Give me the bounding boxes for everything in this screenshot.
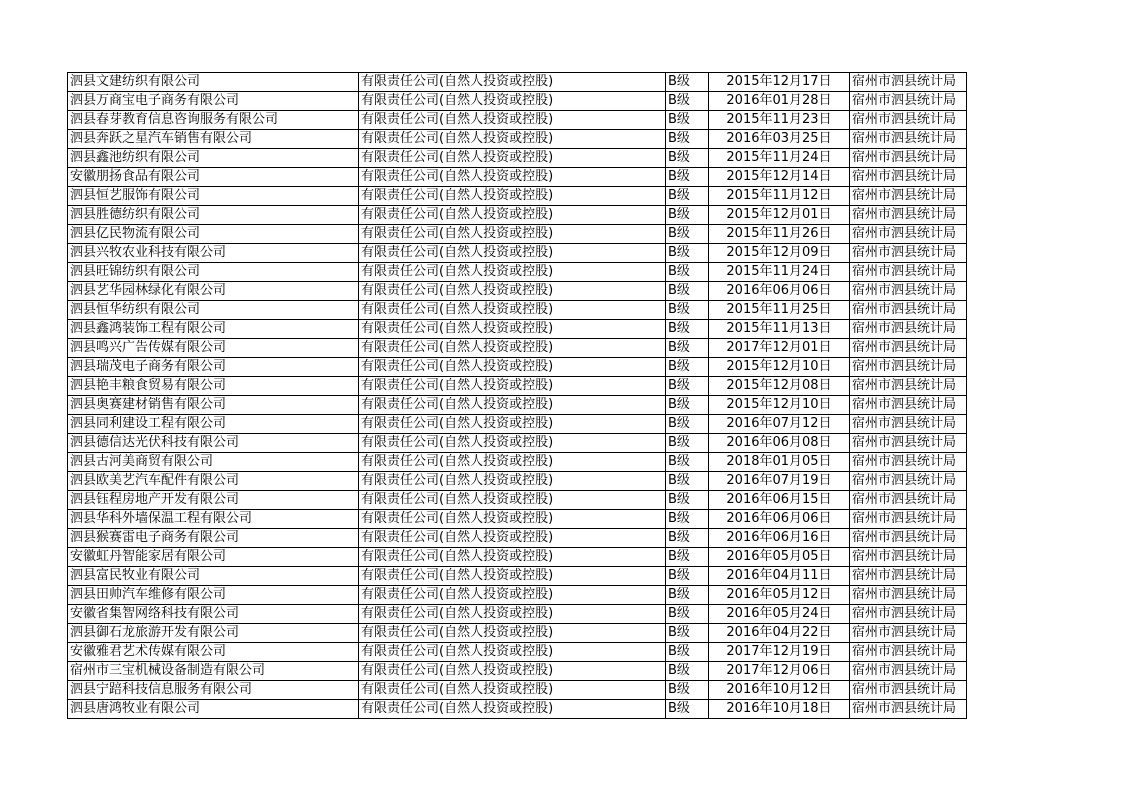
credit-grade-cell: B级	[666, 567, 709, 586]
company-name-cell: 泗县宁踣科技信息服务有限公司	[68, 681, 359, 700]
credit-grade-cell: B级	[666, 73, 709, 92]
authority-cell: 宿州市泗县统计局	[850, 301, 967, 320]
company-type-cell: 有限责任公司(自然人投资或控股)	[359, 415, 666, 434]
company-name-cell: 泗县恒艺服饰有限公司	[68, 187, 359, 206]
authority-cell: 宿州市泗县统计局	[850, 130, 967, 149]
table-row	[68, 377, 967, 396]
company-type-cell: 有限责任公司(自然人投资或控股)	[359, 225, 666, 244]
credit-grade-cell: B级	[666, 301, 709, 320]
rating-date-cell: 2015年11月12日	[709, 187, 850, 206]
company-name-cell: 安徽省集智网络科技有限公司	[68, 605, 359, 624]
table-row	[68, 244, 967, 263]
company-type-cell: 有限责任公司(自然人投资或控股)	[359, 681, 666, 700]
authority-cell: 宿州市泗县统计局	[850, 643, 967, 662]
company-name-cell: 泗县旺锦纺织有限公司	[68, 263, 359, 282]
rating-date-cell: 2015年11月26日	[709, 225, 850, 244]
credit-grade-cell: B级	[666, 111, 709, 130]
table-row	[68, 605, 967, 624]
company-type-cell: 有限责任公司(自然人投资或控股)	[359, 377, 666, 396]
rating-date-cell: 2016年06月06日	[709, 282, 850, 301]
company-name-cell: 泗县唐鸿牧业有限公司	[68, 700, 359, 719]
table-row	[68, 73, 967, 92]
rating-date-cell: 2017年12月19日	[709, 643, 850, 662]
rating-date-cell: 2016年10月18日	[709, 700, 850, 719]
rating-date-cell: 2016年04月22日	[709, 624, 850, 643]
authority-cell: 宿州市泗县统计局	[850, 225, 967, 244]
company-name-cell: 泗县胜德纺织有限公司	[68, 206, 359, 225]
credit-grade-cell: B级	[666, 225, 709, 244]
credit-grade-cell: B级	[666, 662, 709, 681]
table-row	[68, 510, 967, 529]
credit-grade-cell: B级	[666, 453, 709, 472]
rating-date-cell: 2015年12月10日	[709, 358, 850, 377]
company-type-cell: 有限责任公司(自然人投资或控股)	[359, 396, 666, 415]
authority-cell: 宿州市泗县统计局	[850, 377, 967, 396]
company-name-cell: 泗县文建纺织有限公司	[68, 73, 359, 92]
authority-cell: 宿州市泗县统计局	[850, 111, 967, 130]
authority-cell: 宿州市泗县统计局	[850, 453, 967, 472]
rating-date-cell: 2015年11月24日	[709, 263, 850, 282]
company-name-cell: 泗县艳丰粮食贸易有限公司	[68, 377, 359, 396]
table-row	[68, 358, 967, 377]
credit-grade-cell: B级	[666, 586, 709, 605]
credit-grade-table	[67, 72, 967, 719]
company-type-cell: 有限责任公司(自然人投资或控股)	[359, 187, 666, 206]
credit-grade-cell: B级	[666, 168, 709, 187]
credit-grade-cell: B级	[666, 415, 709, 434]
authority-cell: 宿州市泗县统计局	[850, 681, 967, 700]
company-type-cell: 有限责任公司(自然人投资或控股)	[359, 206, 666, 225]
company-type-cell: 有限责任公司(自然人投资或控股)	[359, 643, 666, 662]
table-row	[68, 130, 967, 149]
company-type-cell: 有限责任公司(自然人投资或控股)	[359, 434, 666, 453]
company-name-cell: 泗县亿民物流有限公司	[68, 225, 359, 244]
table-row	[68, 472, 967, 491]
credit-grade-cell: B级	[666, 244, 709, 263]
table-row	[68, 434, 967, 453]
company-type-cell: 有限责任公司(自然人投资或控股)	[359, 529, 666, 548]
authority-cell: 宿州市泗县统计局	[850, 358, 967, 377]
company-name-cell: 泗县同利建设工程有限公司	[68, 415, 359, 434]
authority-cell: 宿州市泗县统计局	[850, 624, 967, 643]
authority-cell: 宿州市泗县统计局	[850, 567, 967, 586]
company-type-cell: 有限责任公司(自然人投资或控股)	[359, 320, 666, 339]
rating-date-cell: 2015年12月14日	[709, 168, 850, 187]
table-row	[68, 168, 967, 187]
credit-grade-cell: B级	[666, 130, 709, 149]
company-type-cell: 有限责任公司(自然人投资或控股)	[359, 339, 666, 358]
company-type-cell: 有限责任公司(自然人投资或控股)	[359, 624, 666, 643]
rating-date-cell: 2016年01月28日	[709, 92, 850, 111]
company-name-cell: 安徽朋扬食品有限公司	[68, 168, 359, 187]
company-name-cell: 泗县鑫池纺织有限公司	[68, 149, 359, 168]
company-type-cell: 有限责任公司(自然人投资或控股)	[359, 548, 666, 567]
table-row	[68, 301, 967, 320]
table-row	[68, 339, 967, 358]
table-row	[68, 206, 967, 225]
company-name-cell: 安徽虹丹智能家居有限公司	[68, 548, 359, 567]
rating-date-cell: 2016年06月08日	[709, 434, 850, 453]
company-name-cell: 宿州市三宝机械设备制造有限公司	[68, 662, 359, 681]
company-type-cell: 有限责任公司(自然人投资或控股)	[359, 491, 666, 510]
company-type-cell: 有限责任公司(自然人投资或控股)	[359, 263, 666, 282]
company-type-cell: 有限责任公司(自然人投资或控股)	[359, 92, 666, 111]
authority-cell: 宿州市泗县统计局	[850, 548, 967, 567]
credit-grade-cell: B级	[666, 282, 709, 301]
rating-date-cell: 2017年12月01日	[709, 339, 850, 358]
company-name-cell: 泗县德信达光伏科技有限公司	[68, 434, 359, 453]
authority-cell: 宿州市泗县统计局	[850, 244, 967, 263]
credit-grade-cell: B级	[666, 643, 709, 662]
credit-grade-cell: B级	[666, 187, 709, 206]
company-type-cell: 有限责任公司(自然人投资或控股)	[359, 662, 666, 681]
table-row	[68, 263, 967, 282]
rating-date-cell: 2018年01月05日	[709, 453, 850, 472]
authority-cell: 宿州市泗县统计局	[850, 187, 967, 206]
rating-date-cell: 2015年12月17日	[709, 73, 850, 92]
authority-cell: 宿州市泗县统计局	[850, 472, 967, 491]
table-row	[68, 529, 967, 548]
credit-grade-cell: B级	[666, 206, 709, 225]
table-row	[68, 453, 967, 472]
credit-grade-cell: B级	[666, 472, 709, 491]
authority-cell: 宿州市泗县统计局	[850, 149, 967, 168]
authority-cell: 宿州市泗县统计局	[850, 491, 967, 510]
authority-cell: 宿州市泗县统计局	[850, 605, 967, 624]
rating-date-cell: 2016年07月12日	[709, 415, 850, 434]
rating-date-cell: 2015年12月08日	[709, 377, 850, 396]
company-name-cell: 泗县恒华纺织有限公司	[68, 301, 359, 320]
authority-cell: 宿州市泗县统计局	[850, 415, 967, 434]
table-row	[68, 92, 967, 111]
authority-cell: 宿州市泗县统计局	[850, 282, 967, 301]
rating-date-cell: 2016年07月19日	[709, 472, 850, 491]
company-name-cell: 泗县奔跃之星汽车销售有限公司	[68, 130, 359, 149]
credit-grade-cell: B级	[666, 529, 709, 548]
credit-grade-cell: B级	[666, 339, 709, 358]
company-name-cell: 泗县兴牧农业科技有限公司	[68, 244, 359, 263]
table-row	[68, 111, 967, 130]
table-row	[68, 567, 967, 586]
company-type-cell: 有限责任公司(自然人投资或控股)	[359, 282, 666, 301]
table-row	[68, 548, 967, 567]
rating-date-cell: 2016年06月16日	[709, 529, 850, 548]
table-body	[68, 73, 967, 719]
rating-date-cell: 2016年05月12日	[709, 586, 850, 605]
credit-grade-cell: B级	[666, 548, 709, 567]
authority-cell: 宿州市泗县统计局	[850, 206, 967, 225]
credit-grade-cell: B级	[666, 396, 709, 415]
table-row	[68, 700, 967, 719]
credit-grade-cell: B级	[666, 320, 709, 339]
authority-cell: 宿州市泗县统计局	[850, 529, 967, 548]
table-row	[68, 396, 967, 415]
company-name-cell: 泗县万商宝电子商务有限公司	[68, 92, 359, 111]
rating-date-cell: 2015年11月25日	[709, 301, 850, 320]
rating-date-cell: 2016年04月11日	[709, 567, 850, 586]
company-name-cell: 泗县田帅汽车维修有限公司	[68, 586, 359, 605]
credit-grade-cell: B级	[666, 700, 709, 719]
company-name-cell: 泗县瑞茂电子商务有限公司	[68, 358, 359, 377]
table-row	[68, 586, 967, 605]
rating-date-cell: 2015年12月09日	[709, 244, 850, 263]
company-name-cell: 泗县古河美商贸有限公司	[68, 453, 359, 472]
table-row	[68, 662, 967, 681]
authority-cell: 宿州市泗县统计局	[850, 662, 967, 681]
company-type-cell: 有限责任公司(自然人投资或控股)	[359, 130, 666, 149]
authority-cell: 宿州市泗县统计局	[850, 700, 967, 719]
company-type-cell: 有限责任公司(自然人投资或控股)	[359, 472, 666, 491]
credit-grade-cell: B级	[666, 92, 709, 111]
credit-grade-cell: B级	[666, 377, 709, 396]
authority-cell: 宿州市泗县统计局	[850, 510, 967, 529]
credit-grade-cell: B级	[666, 605, 709, 624]
credit-grade-cell: B级	[666, 624, 709, 643]
company-name-cell: 泗县鑫鸿装饰工程有限公司	[68, 320, 359, 339]
company-name-cell: 泗县奥赛建材销售有限公司	[68, 396, 359, 415]
rating-date-cell: 2016年06月06日	[709, 510, 850, 529]
credit-grade-cell: B级	[666, 434, 709, 453]
table-row	[68, 187, 967, 206]
rating-date-cell: 2016年05月05日	[709, 548, 850, 567]
rating-date-cell: 2016年10月12日	[709, 681, 850, 700]
company-type-cell: 有限责任公司(自然人投资或控股)	[359, 605, 666, 624]
authority-cell: 宿州市泗县统计局	[850, 73, 967, 92]
company-type-cell: 有限责任公司(自然人投资或控股)	[359, 244, 666, 263]
company-type-cell: 有限责任公司(自然人投资或控股)	[359, 700, 666, 719]
authority-cell: 宿州市泗县统计局	[850, 396, 967, 415]
table-row	[68, 624, 967, 643]
table-row	[68, 149, 967, 168]
table-row	[68, 491, 967, 510]
credit-grade-cell: B级	[666, 491, 709, 510]
authority-cell: 宿州市泗县统计局	[850, 168, 967, 187]
rating-date-cell: 2016年05月24日	[709, 605, 850, 624]
rating-date-cell: 2015年12月01日	[709, 206, 850, 225]
credit-grade-cell: B级	[666, 149, 709, 168]
company-type-cell: 有限责任公司(自然人投资或控股)	[359, 111, 666, 130]
company-name-cell: 安徽雅君艺术传媒有限公司	[68, 643, 359, 662]
table-row	[68, 643, 967, 662]
company-type-cell: 有限责任公司(自然人投资或控股)	[359, 168, 666, 187]
company-name-cell: 泗县猴赛雷电子商务有限公司	[68, 529, 359, 548]
rating-date-cell: 2015年11月13日	[709, 320, 850, 339]
company-name-cell: 泗县钰程房地产开发有限公司	[68, 491, 359, 510]
company-name-cell: 泗县御石龙旅游开发有限公司	[68, 624, 359, 643]
rating-date-cell: 2015年11月24日	[709, 149, 850, 168]
authority-cell: 宿州市泗县统计局	[850, 92, 967, 111]
company-type-cell: 有限责任公司(自然人投资或控股)	[359, 358, 666, 377]
rating-date-cell: 2017年12月06日	[709, 662, 850, 681]
table-row	[68, 415, 967, 434]
company-name-cell: 泗县鸣兴广告传媒有限公司	[68, 339, 359, 358]
company-type-cell: 有限责任公司(自然人投资或控股)	[359, 567, 666, 586]
company-name-cell: 泗县春芽教育信息咨询服务有限公司	[68, 111, 359, 130]
authority-cell: 宿州市泗县统计局	[850, 263, 967, 282]
authority-cell: 宿州市泗县统计局	[850, 320, 967, 339]
authority-cell: 宿州市泗县统计局	[850, 586, 967, 605]
company-name-cell: 泗县富民牧业有限公司	[68, 567, 359, 586]
rating-date-cell: 2016年06月15日	[709, 491, 850, 510]
company-name-cell: 泗县欧美艺汽车配件有限公司	[68, 472, 359, 491]
table-row	[68, 681, 967, 700]
rating-date-cell: 2016年03月25日	[709, 130, 850, 149]
rating-date-cell: 2015年12月10日	[709, 396, 850, 415]
credit-grade-cell: B级	[666, 263, 709, 282]
table-row	[68, 282, 967, 301]
authority-cell: 宿州市泗县统计局	[850, 339, 967, 358]
rating-date-cell: 2015年11月23日	[709, 111, 850, 130]
company-type-cell: 有限责任公司(自然人投资或控股)	[359, 586, 666, 605]
company-name-cell: 泗县华科外墙保温工程有限公司	[68, 510, 359, 529]
company-type-cell: 有限责任公司(自然人投资或控股)	[359, 510, 666, 529]
company-type-cell: 有限责任公司(自然人投资或控股)	[359, 73, 666, 92]
company-type-cell: 有限责任公司(自然人投资或控股)	[359, 301, 666, 320]
credit-grade-cell: B级	[666, 681, 709, 700]
table-row	[68, 320, 967, 339]
credit-grade-cell: B级	[666, 358, 709, 377]
company-type-cell: 有限责任公司(自然人投资或控股)	[359, 453, 666, 472]
company-type-cell: 有限责任公司(自然人投资或控股)	[359, 149, 666, 168]
authority-cell: 宿州市泗县统计局	[850, 434, 967, 453]
table-row	[68, 225, 967, 244]
credit-grade-cell: B级	[666, 510, 709, 529]
company-name-cell: 泗县艺华园林绿化有限公司	[68, 282, 359, 301]
